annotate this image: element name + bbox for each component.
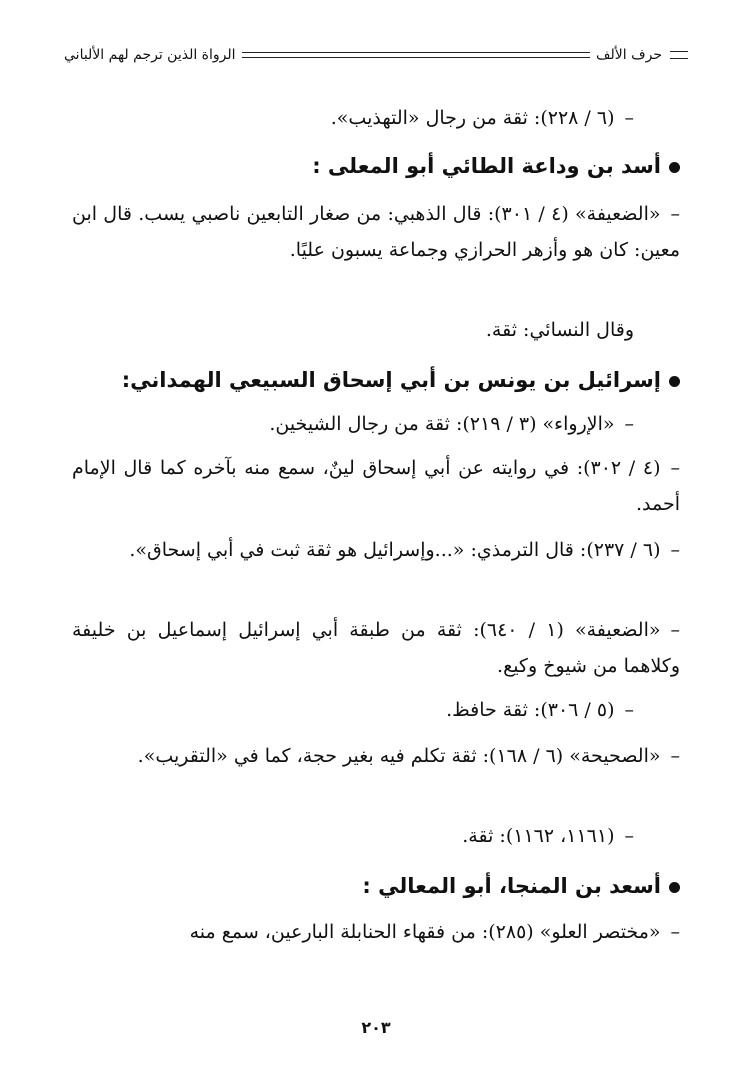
bullet-icon bbox=[669, 882, 680, 893]
citation-text: (١١٦١، ١١٦٢): ثقة. bbox=[462, 825, 615, 847]
citation-paragraph bbox=[72, 612, 680, 684]
dash: – bbox=[670, 921, 680, 943]
citation-text: «الضعيفة» (١ / ٦٤٠): ثقة من طبقة أبي إسرائيل إسماعيل بن خليفة وكلاهما من شيوخ وكيع. bbox=[72, 619, 680, 677]
citation-text: وقال النسائي: ثقة. bbox=[485, 319, 634, 341]
dash: – bbox=[624, 107, 634, 129]
header-section-title: حرف الألف bbox=[596, 47, 662, 63]
dash: – bbox=[670, 203, 681, 225]
dash: – bbox=[670, 539, 680, 561]
entry-heading bbox=[72, 362, 680, 398]
entry-heading bbox=[72, 868, 680, 904]
citation-line bbox=[72, 692, 634, 728]
citation-line bbox=[72, 100, 634, 136]
entry-heading bbox=[72, 148, 680, 184]
header-rule bbox=[242, 52, 590, 58]
citation-line bbox=[72, 914, 680, 950]
dash: – bbox=[670, 619, 680, 641]
citation-line bbox=[72, 312, 634, 348]
citation-paragraph bbox=[72, 532, 680, 568]
header-book-title: الرواة الذين ترجم لهم الألباني bbox=[64, 47, 236, 63]
citation-paragraph bbox=[72, 196, 680, 268]
running-header bbox=[64, 44, 688, 66]
dash: – bbox=[624, 699, 634, 721]
bullet-icon bbox=[669, 162, 680, 173]
citation-text: (٦ / ٢٢٨): ثقة من رجال «التهذيب». bbox=[330, 107, 615, 129]
entry-title: إسرائيل بن يونس بن أبي إسحاق السبيعي الهمداني: bbox=[121, 368, 661, 392]
citation-text: «الصحيحة» (٦ / ١٦٨): ثقة تكلم فيه بغير حجة، كما في «التقريب». bbox=[137, 745, 661, 767]
citation-line bbox=[72, 406, 634, 442]
header-ornament bbox=[670, 51, 688, 59]
citation-paragraph bbox=[72, 450, 680, 522]
citation-line bbox=[72, 818, 634, 854]
citation-paragraph bbox=[72, 738, 680, 774]
entry-title: أسد بن وداعة الطائي أبو المعلى : bbox=[312, 154, 661, 178]
bullet-icon bbox=[669, 376, 680, 387]
citation-text: (٦ / ٢٣٧): قال الترمذي: «...وإسرائيل هو ثقة ثبت في أبي إسحاق». bbox=[129, 539, 661, 561]
dash: – bbox=[624, 413, 634, 435]
citation-text: (٤ / ٣٠٢): في روايته عن أبي إسحاق لينٌ، سمع منه بآخره كما قال الإمام أحمد. bbox=[72, 457, 680, 515]
dash: – bbox=[670, 457, 681, 479]
dash: – bbox=[670, 745, 680, 767]
citation-text: «مختصر العلو» (٢٨٥): من فقهاء الحنابلة البارعين، سمع منه bbox=[189, 921, 661, 943]
entry-title: أسعد بن المنجا، أبو المعالي : bbox=[362, 874, 661, 898]
dash: – bbox=[624, 825, 634, 847]
page-number: ٢٠٣ bbox=[361, 1018, 391, 1037]
citation-text: «الضعيفة» (٤ / ٣٠١): قال الذهبي: من صغار التابعين ناصبي يسب. قال ابن معين: كان هو وأزهر الحرازي وجماعة يسبون عليًا. bbox=[72, 203, 680, 261]
citation-text: (٥ / ٣٠٦): ثقة حافظ. bbox=[446, 699, 615, 721]
citation-text: «الإرواء» (٣ / ٢١٩): ثقة من رجال الشيخين. bbox=[269, 413, 615, 435]
